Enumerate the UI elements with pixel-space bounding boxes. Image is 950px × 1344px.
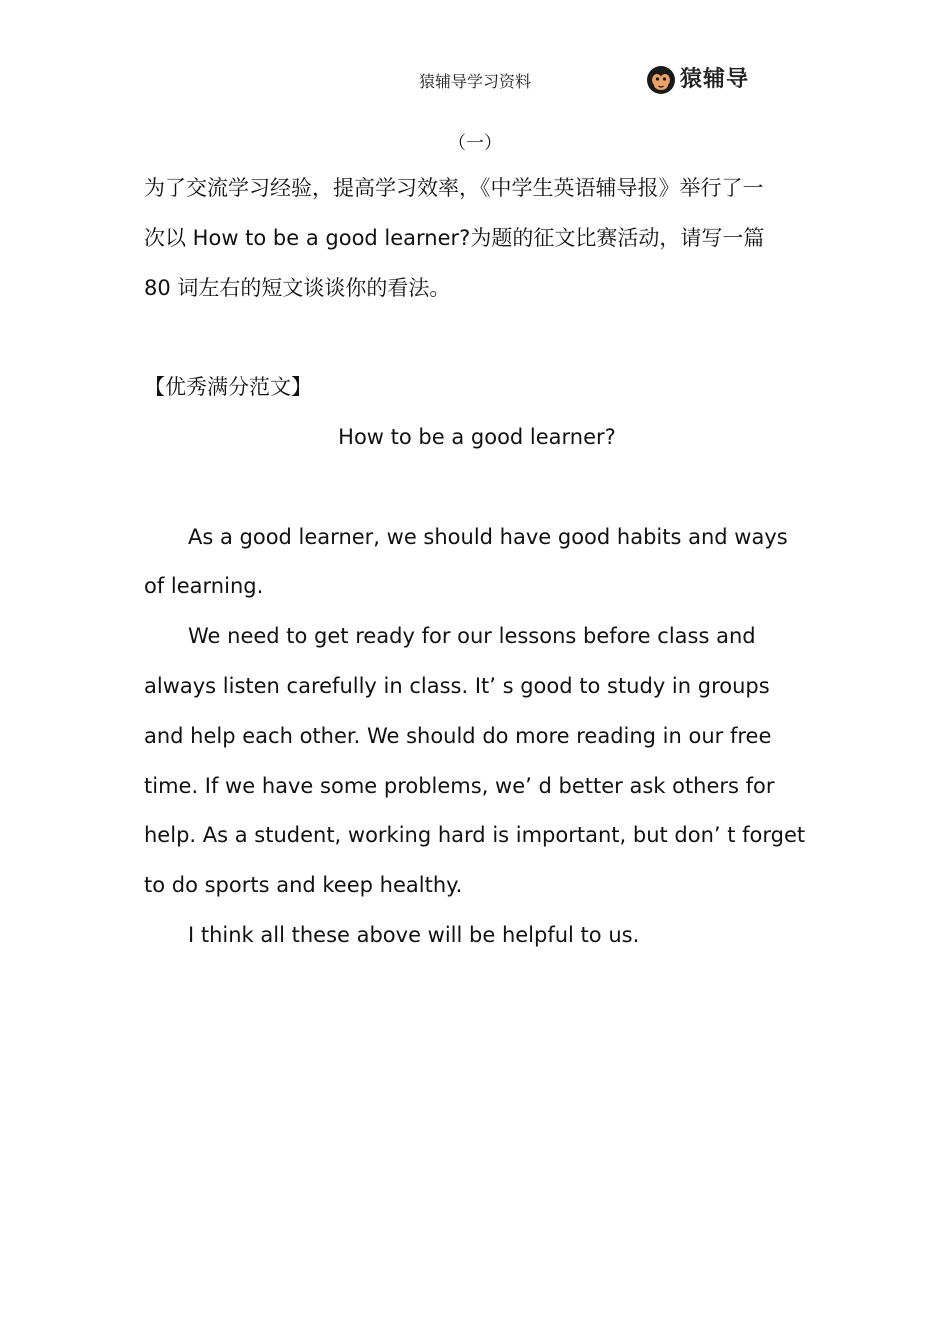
spacer bbox=[144, 313, 810, 363]
essay-paragraph: I think all these above will be helpful to us. bbox=[188, 922, 640, 947]
prompt-line: 80 词左右的短文谈谈你的看法。 bbox=[144, 275, 451, 300]
essay-heading: 【优秀满分范文】 bbox=[144, 375, 312, 400]
document-body bbox=[144, 164, 810, 961]
brand-logo bbox=[646, 64, 749, 96]
prompt-line: 次以 How to be a good learner?为题的征文比赛活动，请写一篇 bbox=[144, 225, 765, 250]
essay-title: How to be a good learner? bbox=[338, 424, 616, 449]
section-number: （一） bbox=[448, 133, 502, 154]
essay-paragraph: As a good learner, we should have good habits and ways of learning. bbox=[144, 524, 788, 599]
logo-text: 猿辅导 bbox=[680, 67, 750, 92]
spacer bbox=[144, 463, 810, 513]
prompt-line: 为了交流学习经验，提高学习效率，《中学生英语辅导报》举行了一 bbox=[144, 176, 764, 200]
monkey-face-icon bbox=[646, 65, 676, 95]
header-title: 猿辅导学习资料 bbox=[418, 72, 531, 91]
essay-paragraph: We need to get ready for our lessons before class and always listen carefully in class. It’ s good to study in groups and help each other. We should do more reading in our free time. If we have some problems, we’ d better ask others for help. As a student, working hard is important, but don’ t forget to do sports and keep healthy. bbox=[144, 624, 806, 898]
